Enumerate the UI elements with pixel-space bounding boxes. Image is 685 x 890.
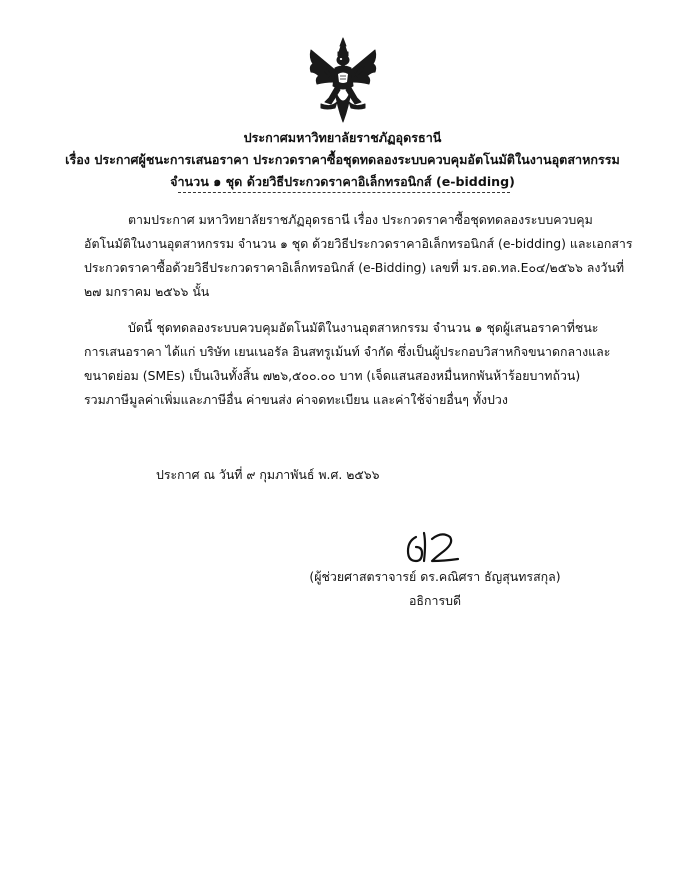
issuer-title: ประกาศมหาวิทยาลัยราชภัฏอุดรธานี	[243, 130, 442, 145]
paragraph-line: ตามประกาศ มหาวิทยาลัยราชภัฏอุดรธานี เรื่อง ประกวดราคาซื้อชุดทดลองระบบควบคุม	[128, 212, 593, 227]
paragraph-line: อัตโนมัติในงานอุตสาหกรรม จำนวน ๑ ชุด ด้วยวิธีประกวดราคาอิเล็กทรอนิกส์ (e-bidding) และเอกสาร	[84, 236, 633, 251]
garuda-emblem-icon	[305, 36, 381, 124]
signer-position: อธิการบดี	[408, 593, 462, 608]
signer-name: (ผู้ช่วยศาสตราจารย์ ดร.คณิศรา ธัญสุนทรสกุล)	[309, 569, 561, 584]
paragraph-reference	[84, 208, 633, 304]
paragraph-winner	[84, 316, 611, 412]
paragraph-line: ๒๗ มกราคม ๒๕๖๖ นั้น	[84, 284, 210, 299]
subject-line: เรื่อง ประกาศผู้ชนะการเสนอราคา ประกวดราคาซื้อชุดทดลองระบบควบคุมอัตโนมัติในงานอุตสาหกรรม	[65, 152, 620, 167]
paragraph-line: การเสนอราคา ได้แก่ บริษัท เยนเนอรัล อินสทรูเม้นท์ จำกัด ซึ่งเป็นผู้ประกอบวิสาหกิจขนาดกลางและ	[84, 344, 611, 359]
subject-line-continued: จำนวน ๑ ชุด ด้วยวิธีประกวดราคาอิเล็กทรอนิกส์ (e-bidding)	[170, 174, 515, 189]
signer-block	[270, 565, 600, 613]
announcement-date: ประกาศ ณ วันที่ ๙ กุมภาพันธ์ พ.ศ. ๒๕๖๖	[156, 467, 380, 482]
document-title-block	[40, 127, 645, 193]
paragraph-line: ขนาดย่อม (SMEs) เป็นเงินทั้งสิ้น ๗๒๖,๕๐๐.๐๐ บาท (เจ็ดแสนสองหมื่นหกพันห้าร้อยบาทถ้วน)	[84, 368, 581, 383]
paragraph-line: บัดนี้ ชุดทดลองระบบควบคุมอัตโนมัติในงานอุตสาหกรรม จำนวน ๑ ชุดผู้เสนอราคาที่ชนะ	[128, 320, 599, 335]
paragraph-line: ประกวดราคาซื้อด้วยวิธีประกวดราคาอิเล็กทรอนิกส์ (e-Bidding) เลขที่ มร.อด.ทล.E๐๔/๒๕๖๖ ลงวันที่	[84, 260, 625, 275]
dashed-divider	[178, 192, 510, 193]
paragraph-line: รวมภาษีมูลค่าเพิ่มและภาษีอื่น ค่าขนส่ง ค่าจดทะเบียน และค่าใช้จ่ายอื่นๆ ทั้งปวง	[84, 392, 508, 407]
